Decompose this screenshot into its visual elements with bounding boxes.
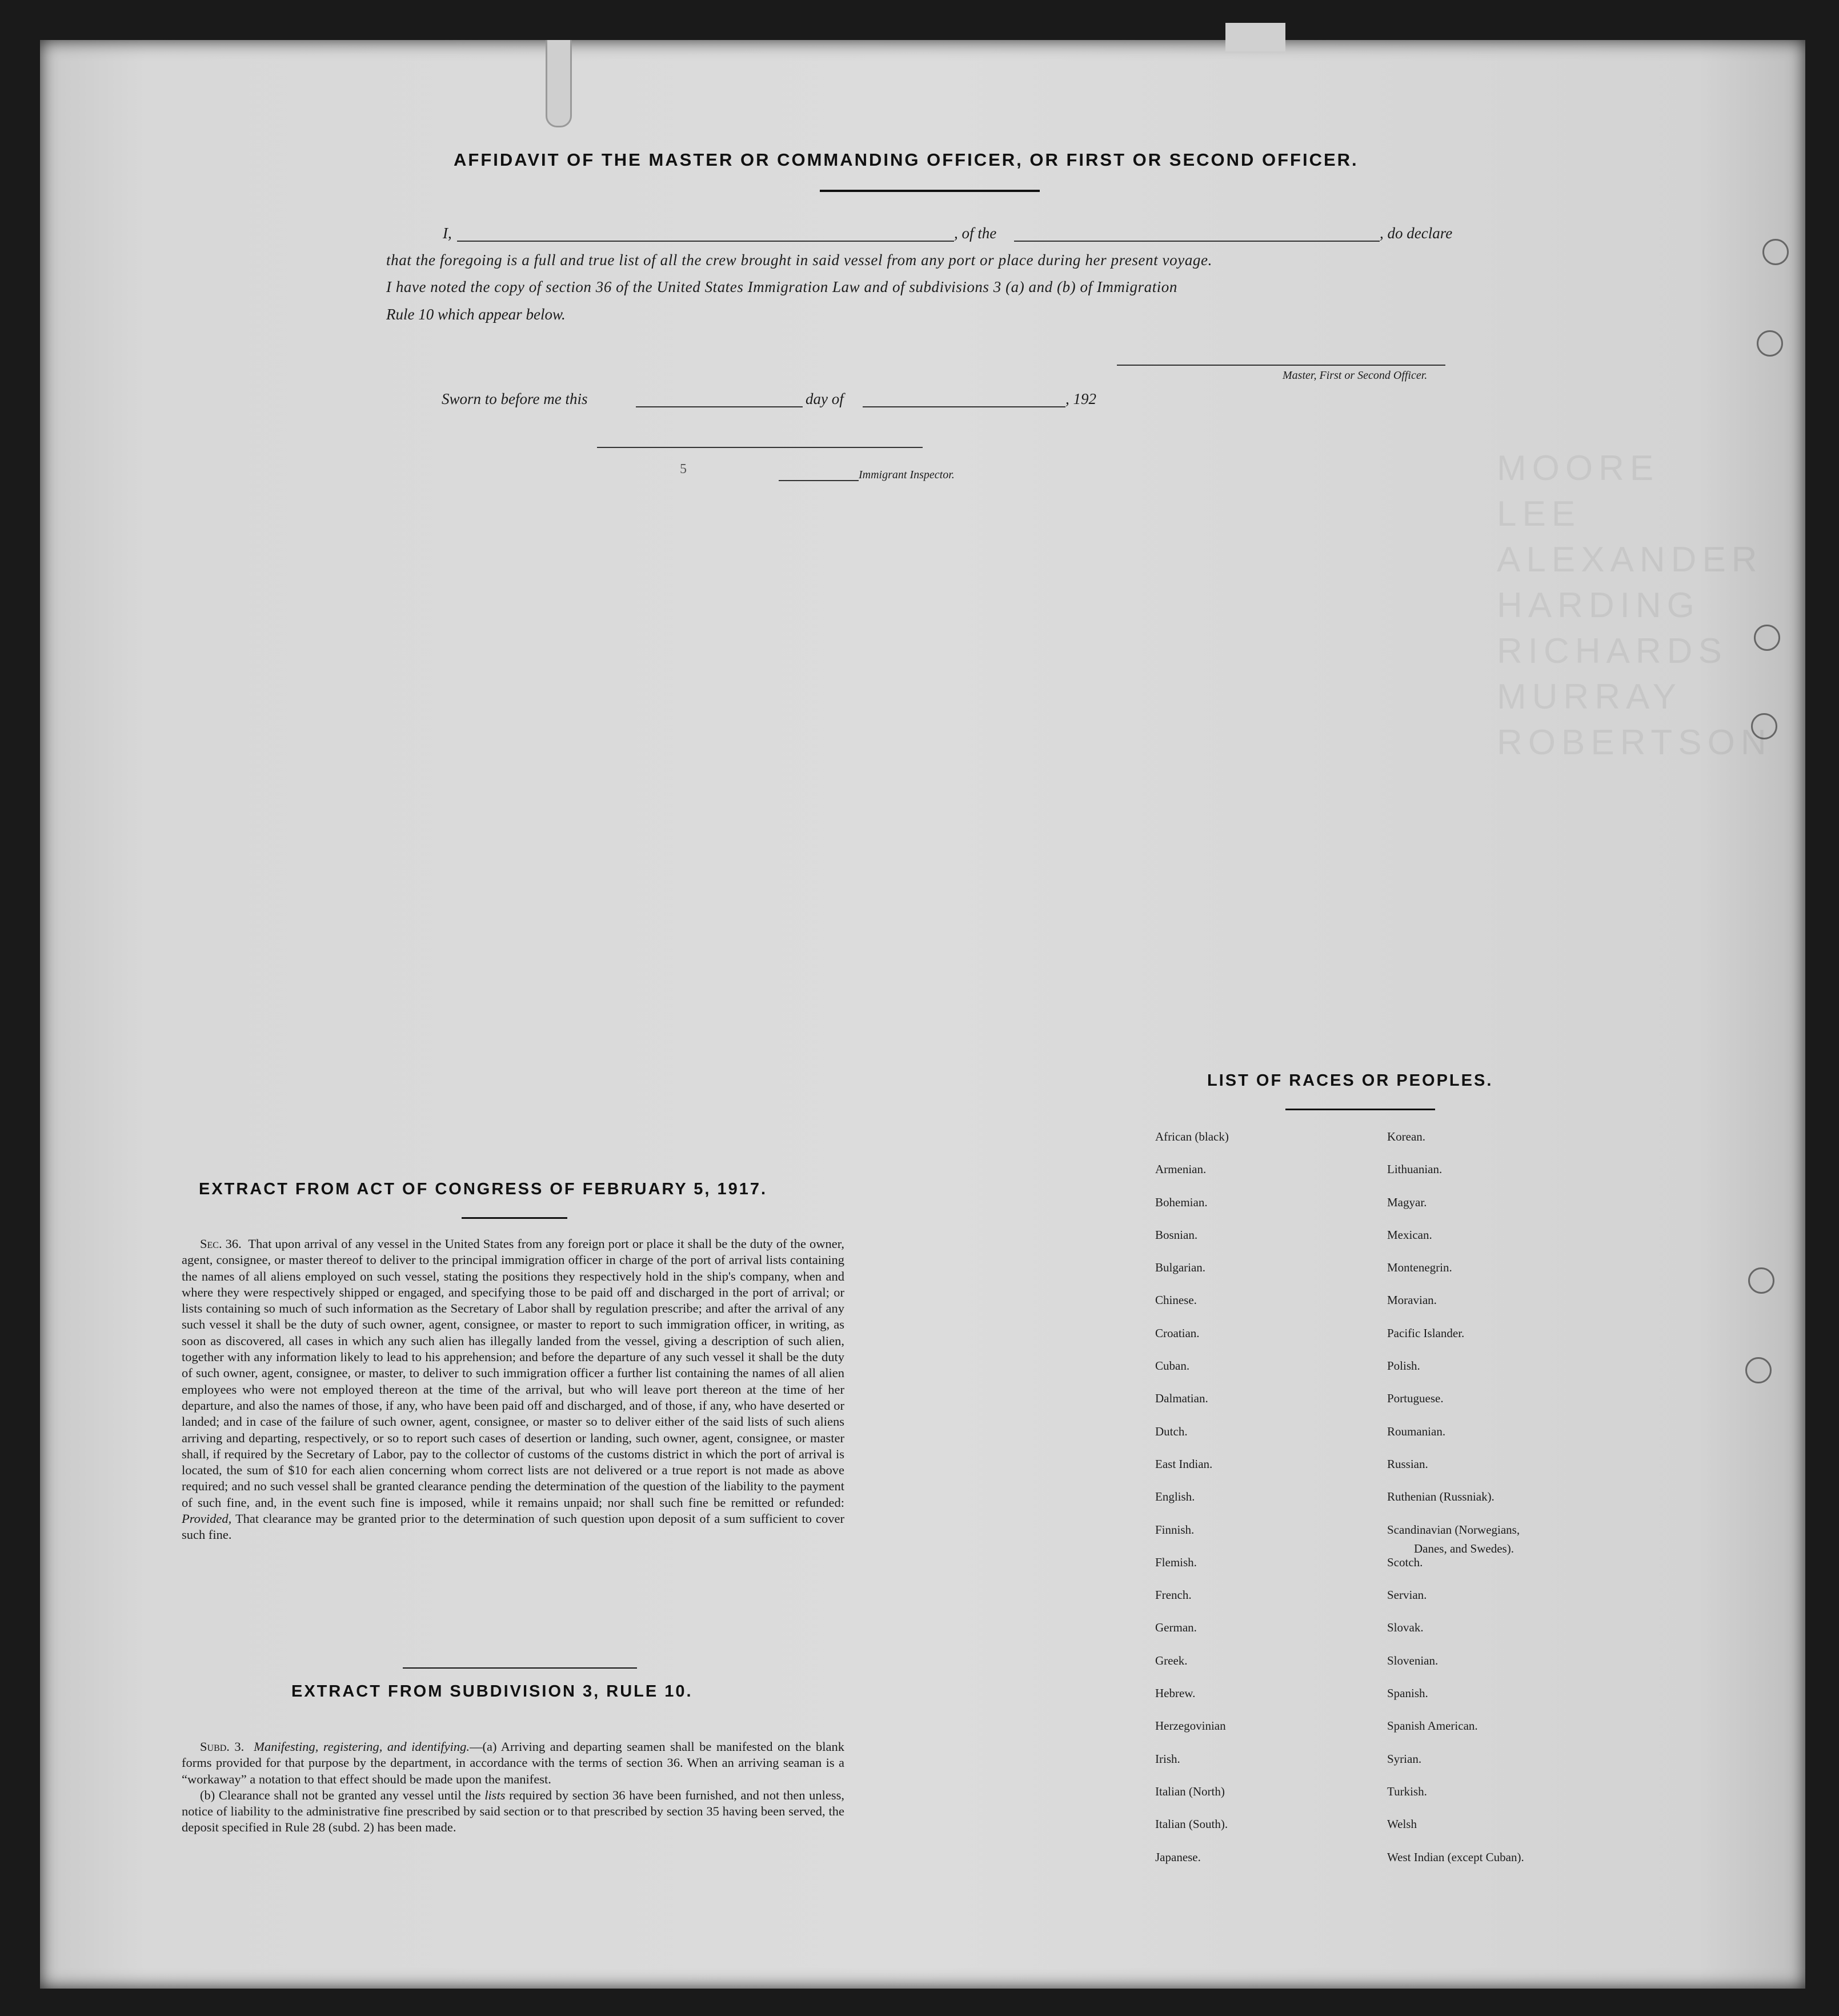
subd-3-para-b: (b) Clearance shall not be granted any vessel until the: [200, 1787, 481, 1802]
affidavit-title-rule: [820, 190, 1040, 192]
section-36-label: Sec. 36.: [200, 1237, 242, 1251]
race-item: Ruthenian (Russniak).: [1387, 1490, 1495, 1504]
race-item: Russian.: [1387, 1457, 1428, 1471]
day-of-label: day of: [806, 390, 844, 407]
race-item: West Indian (except Cuban).: [1387, 1850, 1524, 1864]
bleed-through-text: MOORE LEE ALEXANDER HARDING RICHARDS MURRAY ROBERTSON: [1497, 449, 1772, 762]
race-item: Hebrew.: [1155, 1686, 1196, 1701]
binder-hole: [1745, 1357, 1772, 1383]
race-item: African (black): [1155, 1130, 1229, 1143]
subd-3-heading: Manifesting, registering, and identifying.: [254, 1739, 470, 1754]
race-item: Finnish.: [1155, 1522, 1195, 1537]
race-item: German.: [1155, 1621, 1197, 1635]
do-declare-label: , do declare: [1380, 225, 1453, 242]
scandinavian-continuation: [1414, 1542, 1514, 1574]
act-title-rule: [462, 1217, 567, 1219]
of-the-label: , of the: [954, 225, 997, 242]
sworn-month-line: [863, 406, 1065, 407]
rule10-title: EXTRACT FROM SUBDIVISION 3, RULE 10.: [291, 1682, 693, 1701]
inspector-signature-line-2: [779, 480, 859, 481]
race-item: Greek.: [1155, 1653, 1188, 1667]
race-item: East Indian.: [1155, 1457, 1213, 1471]
race-item: Irish.: [1155, 1751, 1180, 1766]
race-item-continuation: Danes, and Swedes).: [1414, 1542, 1514, 1555]
race-item: Scandinavian (Norwegians,: [1387, 1522, 1520, 1537]
race-item: Lithuanian.: [1387, 1162, 1443, 1177]
race-item: French.: [1155, 1588, 1192, 1602]
race-item: Servian.: [1387, 1588, 1427, 1602]
race-item: Bosnian.: [1155, 1227, 1198, 1242]
race-item: Slovenian.: [1387, 1653, 1439, 1667]
race-item: Mexican.: [1387, 1227, 1432, 1242]
sworn-year-label: , 192: [1065, 390, 1096, 407]
races-right-column: [1387, 1130, 1524, 1883]
rule10-top-rule: [403, 1667, 637, 1669]
race-item: Slovak.: [1387, 1621, 1424, 1635]
declarant-label: I,: [443, 225, 452, 242]
race-item: Scotch.: [1387, 1555, 1423, 1569]
vessel-name-line: [1014, 241, 1380, 242]
inspector-signature-line-1: [597, 447, 923, 448]
race-item: Welsh: [1387, 1817, 1417, 1831]
race-item: Bohemian.: [1155, 1195, 1208, 1209]
section-36-body-end: That clearance may be granted prior to the determination of such question upon deposit of a sum sufficient to cover such fine.: [182, 1511, 845, 1542]
declarant-name-line: [457, 241, 954, 242]
race-item: Croatian.: [1155, 1326, 1200, 1340]
race-item: Spanish.: [1387, 1686, 1428, 1701]
binder-hole: [1757, 330, 1783, 357]
race-item: Montenegrin.: [1387, 1261, 1452, 1275]
race-item: English.: [1155, 1490, 1195, 1504]
sworn-day-line: [636, 406, 803, 407]
inspector-label: Immigrant Inspector.: [859, 469, 955, 481]
races-title: LIST OF RACES OR PEOPLES.: [1207, 1071, 1493, 1090]
subd-3-para-a: —(a) Arriving and departing seamen shall be manifested on the blank forms provided for that purpose by the department, in accordance with the terms of section 36. When an arriving seaman is a “workaway” a notation to that effect should be made upon the manifest.: [182, 1739, 844, 1786]
race-item: Italian (South).: [1155, 1817, 1228, 1831]
race-item: Flemish.: [1155, 1555, 1197, 1569]
sworn-label: Sworn to before me this: [442, 390, 588, 407]
binder-hole: [1748, 1267, 1774, 1294]
race-item: Roumanian.: [1387, 1424, 1446, 1438]
race-item: Bulgarian.: [1155, 1261, 1206, 1275]
master-signature-line: [1117, 365, 1445, 366]
race-item: Spanish American.: [1387, 1719, 1478, 1733]
race-item: Korean.: [1387, 1130, 1426, 1143]
race-item: Moravian.: [1387, 1293, 1437, 1307]
race-item: Dutch.: [1155, 1424, 1188, 1438]
race-item: Herzegovinian: [1155, 1719, 1226, 1733]
inspector-mark: 5: [680, 462, 687, 477]
paper-tab-right: [1225, 23, 1285, 51]
affidavit-line-4: Rule 10 which appear below.: [386, 306, 566, 323]
race-item: Japanese.: [1155, 1850, 1201, 1864]
act-title: EXTRACT FROM ACT OF CONGRESS OF FEBRUARY 5, 1917.: [199, 1180, 768, 1198]
provided-word: Provided,: [182, 1511, 232, 1526]
subd-3-label: Subd. 3.: [200, 1739, 245, 1754]
affidavit-line-2: that the foregoing is a full and true list of all the crew brought in said vessel from any port or place during her present voyage.: [386, 251, 1212, 269]
section-36-body: That upon arrival of any vessel in the United States from any foreign port or place it shall be the duty of the owner, agent, consignee, or master thereof to deliver to the principal immigration officer in charge of the port of arrival lists containing the names of all aliens employed on such vessel, stating the positions they respectively hold in the ship's company, when and where they were respectively shipped or engaged, and specifying those to be paid off and discharged in the port of arrival; or lists containing so much of such information as the Secretary of Labor shall by regulation prescribe; and after the arrival of any such vessel it shall be the duty of such owner, agent, consignee, or master to report to such immigration officer, in writing, as soon as discovered, all cases in which any such alien has illegally landed from the vessel, giving a description of such alien, together with any information likely to lead to his apprehension; and before the departure of any such vessel it shall be the duty of such owner, agent, consignee, or master, to deliver to such immigration officer a further list containing the names of all alien employees who were not employed thereon at the time of the arrival, but who will leave port thereon at the time of her departure, and also the names of those, if any, who have been paid off and discharged, and of those, if any, who have deserted or landed; and in case of the failure of such owner, agent, consignee, or master so to deliver either of the said lists of such aliens arriving and departing, respectively, or so to report such cases of desertion or landing, such owner, agent, consignee, or master shall, if required by the Secretary of Labor, pay to the collector of customs of the customs district in which the port of arrival is located, the sum of $10 for each alien concerning whom correct lists are not delivered or a true report is not made as above required; and no such vessel shall be granted clearance pending the determination of the question of the liability to the payment of such fine, and, in the event such fine is imposed, while it remains unpaid; nor shall such fine be remitted or refunded:: [182, 1237, 844, 1510]
section-36-text: [182, 1236, 844, 1543]
affidavit-title: AFFIDAVIT OF THE MASTER OR COMMANDING OFFICER, OR FIRST OR SECOND OFFICER.: [454, 150, 1359, 170]
rule10-text: [182, 1739, 844, 1836]
races-left-column: [1155, 1130, 1229, 1883]
race-item: Chinese.: [1155, 1293, 1197, 1307]
race-item: Pacific Islander.: [1387, 1326, 1465, 1340]
race-item: Turkish.: [1387, 1784, 1427, 1798]
race-item: Polish.: [1387, 1359, 1420, 1373]
race-item: Cuban.: [1155, 1359, 1190, 1373]
race-item: Magyar.: [1387, 1195, 1427, 1209]
affidavit-line-3: I have noted the copy of section 36 of the United States Immigration Law and of subdivisions 3 (a) and (b) of Immigration: [386, 278, 1177, 295]
race-item: Italian (North): [1155, 1784, 1225, 1798]
subd-3-para-b-end: required by section 36 have been furnished, and not then unless, notice of liability to the administrative fine prescribed by said section or to that prescribed by section 35 having been served, the deposit specified in Rule 28 (subd. 2) has been made.: [182, 1787, 845, 1835]
race-item: Syrian.: [1387, 1751, 1422, 1766]
master-signature-label: Master, First or Second Officer.: [1283, 369, 1428, 382]
races-title-rule: [1285, 1109, 1435, 1110]
race-item: Portuguese.: [1387, 1391, 1444, 1406]
race-item: Armenian.: [1155, 1162, 1207, 1177]
binder-hole: [1762, 239, 1789, 265]
race-item: Dalmatian.: [1155, 1391, 1208, 1406]
lists-word: lists: [484, 1787, 506, 1802]
paper-tab: [546, 40, 572, 127]
